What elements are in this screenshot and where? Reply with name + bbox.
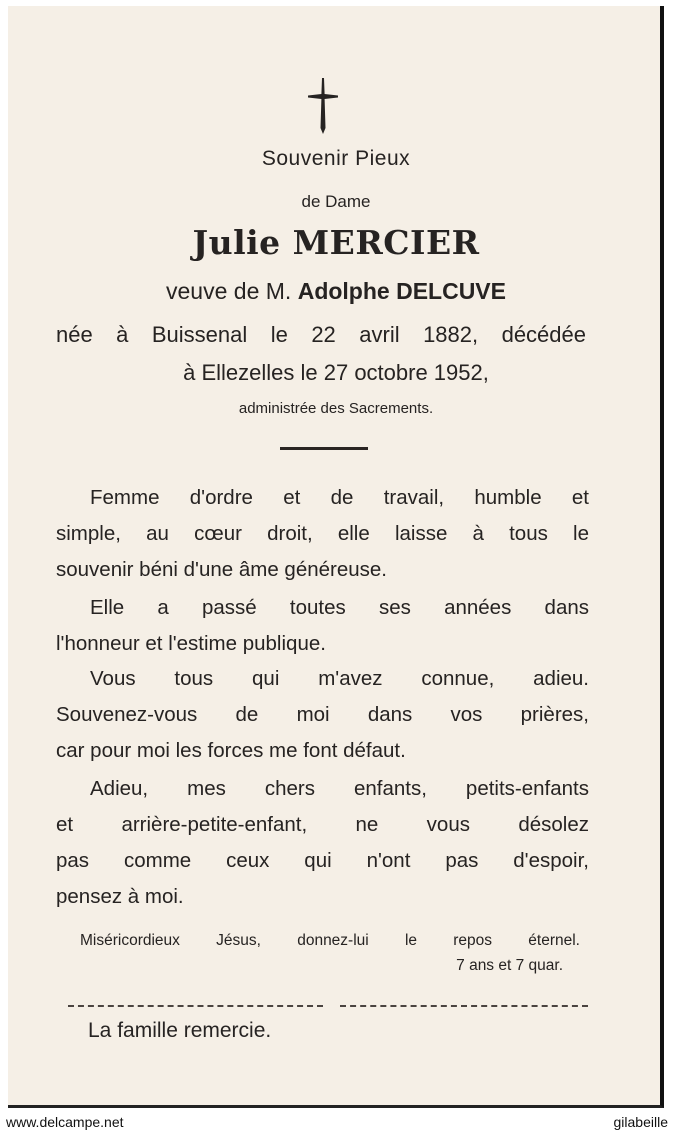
paragraph-line: l'honneur et l'estime publique. <box>56 632 326 655</box>
paragraph <box>56 661 589 769</box>
paragraph-line: Adieu, mes chers enfants, petits-enfants <box>90 777 589 800</box>
card-subheading: de Dame <box>301 192 371 211</box>
paragraph-line: souvenir béni d'une âme généreuse. <box>56 558 388 581</box>
card-heading: Souvenir Pieux <box>261 147 411 170</box>
husband-name: Adolphe DELCUVE <box>297 278 506 304</box>
prayer-line: Miséricordieux Jésus, donnez-lui le repos éternel. <box>80 932 580 949</box>
birth-line: née à Buissenal le 22 avril 1882, décédée <box>56 322 586 347</box>
cross-icon <box>306 76 340 138</box>
paragraph-line: Souvenez-vous de moi dans vos prières, <box>56 703 589 726</box>
dashed-separator <box>340 1005 588 1007</box>
paragraph-line: Vous tous qui m'avez connue, adieu. <box>90 667 589 690</box>
paragraph-line: car pour moi les forces me font défaut. <box>56 739 406 762</box>
widow-prefix: veuve de M. <box>166 278 292 304</box>
widow-line <box>8 278 664 305</box>
indulgence-line: 7 ans et 7 quar. <box>456 957 563 974</box>
thanks-line: La famille remercie. <box>88 1019 272 1042</box>
paragraph-line: Elle a passé toutes ses années dans <box>90 596 589 619</box>
deceased-name: Julie MERCIER <box>192 223 480 262</box>
watermark-right: gilabeille <box>613 1114 668 1130</box>
dashed-separator <box>68 1005 323 1007</box>
paragraph-line: Femme d'ordre et de travail, humble et <box>90 486 589 509</box>
paragraph-line: simple, au cœur droit, elle laisse à tous le <box>56 522 589 545</box>
memorial-card <box>8 6 664 1108</box>
paragraph <box>56 480 589 588</box>
divider <box>280 447 368 450</box>
paragraph-line: et arrière-petite-enfant, ne vous désolez <box>56 813 589 836</box>
paragraph-line: pensez à moi. <box>56 885 184 908</box>
paragraph <box>56 771 589 915</box>
paragraph-line: pas comme ceux qui n'ont pas d'espoir, <box>56 849 589 872</box>
watermark-left: www.delcampe.net <box>6 1114 124 1130</box>
death-line: à Ellezelles le 27 octobre 1952, <box>183 360 489 385</box>
paragraph <box>56 590 589 662</box>
sacraments-line: administrée des Sacrements. <box>238 400 434 417</box>
